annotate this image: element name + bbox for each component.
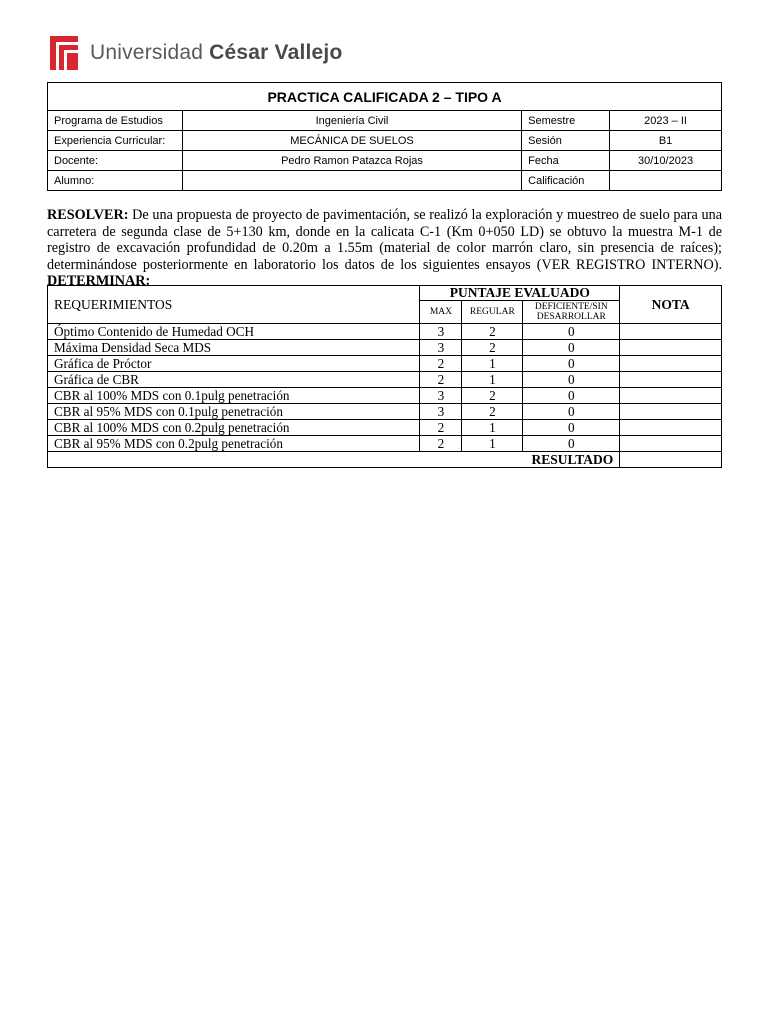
result-row bbox=[48, 452, 722, 468]
deficiente-score: 0 bbox=[523, 404, 620, 420]
header-row bbox=[48, 111, 722, 131]
regular-score: 2 bbox=[462, 340, 523, 356]
nota-cell[interactable] bbox=[620, 388, 722, 404]
nota-cell[interactable] bbox=[620, 404, 722, 420]
deficiente-score: 0 bbox=[523, 340, 620, 356]
nota-cell[interactable] bbox=[620, 324, 722, 340]
requirement-label: Gráfica de CBR bbox=[48, 372, 420, 388]
grade-field[interactable] bbox=[610, 171, 722, 191]
score-group-header: PUNTAJE EVALUADO bbox=[420, 286, 620, 301]
student-name-field[interactable] bbox=[182, 171, 521, 191]
header-value: 30/10/2023 bbox=[610, 151, 722, 171]
deficiente-score: 0 bbox=[523, 372, 620, 388]
header-label: Programa de Estudios bbox=[48, 111, 183, 131]
nota-cell[interactable] bbox=[620, 372, 722, 388]
result-value[interactable] bbox=[620, 452, 722, 468]
university-logo bbox=[50, 36, 343, 70]
deficiente-score: 0 bbox=[523, 324, 620, 340]
max-score: 3 bbox=[420, 404, 462, 420]
regular-header: REGULAR bbox=[462, 301, 523, 324]
header-label: Docente: bbox=[48, 151, 183, 171]
header-value: MECÁNICA DE SUELOS bbox=[182, 131, 521, 151]
exam-title: PRACTICA CALIFICADA 2 – TIPO A bbox=[48, 83, 722, 111]
max-header: MAX bbox=[420, 301, 462, 324]
header-label: Fecha bbox=[522, 151, 610, 171]
requirement-label: CBR al 95% MDS con 0.1pulg penetración bbox=[48, 404, 420, 420]
brand-bold: César Vallejo bbox=[209, 41, 343, 64]
deficiente-header: DEFICIENTE/SIN DESARROLLAR bbox=[523, 301, 620, 324]
header-label: Experiencia Curricular: bbox=[48, 131, 183, 151]
deficiente-score: 0 bbox=[523, 436, 620, 452]
table-row bbox=[48, 324, 722, 340]
requirement-label: Óptimo Contenido de Humedad OCH bbox=[48, 324, 420, 340]
requirements-header: REQUERIMIENTOS bbox=[48, 286, 420, 324]
exam-header-table bbox=[47, 82, 722, 191]
table-row bbox=[48, 372, 722, 388]
requirement-label: Gráfica de Próctor bbox=[48, 356, 420, 372]
header-label: Sesión bbox=[522, 131, 610, 151]
max-score: 3 bbox=[420, 340, 462, 356]
nota-cell[interactable] bbox=[620, 340, 722, 356]
instructions-paragraph bbox=[47, 207, 722, 290]
header-row bbox=[48, 131, 722, 151]
regular-score: 1 bbox=[462, 356, 523, 372]
table-row bbox=[48, 436, 722, 452]
max-score: 2 bbox=[420, 356, 462, 372]
grading-table bbox=[47, 285, 722, 468]
instructions-body: De una propuesta de proyecto de pavimentación, se realizó la exploración y muestreo de suelo para una carretera de segunda clase de 5+130 km, donde en la calicata C-1 (Km 0+050 LD) se obtuvo la muestra M-1 de registro de excavación profundidad de 0.20m a 1.55m (material de color marrón claro, sin presencia de raíces); determinándose posteriormente en laboratorio los datos de los siguientes ensayos (VER REGISTRO INTERNO). bbox=[47, 207, 722, 273]
table-row bbox=[48, 356, 722, 372]
max-score: 2 bbox=[420, 436, 462, 452]
nota-cell[interactable] bbox=[620, 436, 722, 452]
table-row bbox=[48, 388, 722, 404]
nota-cell[interactable] bbox=[620, 356, 722, 372]
brand-regular: Universidad bbox=[90, 41, 204, 64]
max-score: 3 bbox=[420, 324, 462, 340]
result-label: RESULTADO bbox=[48, 452, 620, 468]
deficiente-score: 0 bbox=[523, 420, 620, 436]
header-row bbox=[48, 151, 722, 171]
requirement-label: CBR al 100% MDS con 0.1pulg penetración bbox=[48, 388, 420, 404]
max-score: 2 bbox=[420, 420, 462, 436]
deficiente-score: 0 bbox=[523, 388, 620, 404]
requirement-label: Máxima Densidad Seca MDS bbox=[48, 340, 420, 356]
nota-cell[interactable] bbox=[620, 420, 722, 436]
header-value: Ingeniería Civil bbox=[182, 111, 521, 131]
max-score: 2 bbox=[420, 372, 462, 388]
table-row bbox=[48, 420, 722, 436]
deficiente-score: 0 bbox=[523, 356, 620, 372]
university-name bbox=[90, 41, 343, 65]
regular-score: 2 bbox=[462, 388, 523, 404]
ucv-shield-icon bbox=[50, 36, 78, 70]
header-value: Pedro Ramon Patazca Rojas bbox=[182, 151, 521, 171]
header-row bbox=[48, 171, 722, 191]
regular-score: 1 bbox=[462, 372, 523, 388]
table-row bbox=[48, 404, 722, 420]
header-label: Alumno: bbox=[48, 171, 183, 191]
regular-score: 1 bbox=[462, 436, 523, 452]
regular-score: 2 bbox=[462, 324, 523, 340]
determinar-label: DETERMINAR: bbox=[47, 273, 151, 289]
resolver-label: RESOLVER: bbox=[47, 207, 129, 223]
regular-score: 1 bbox=[462, 420, 523, 436]
max-score: 3 bbox=[420, 388, 462, 404]
regular-score: 2 bbox=[462, 404, 523, 420]
nota-header: NOTA bbox=[620, 286, 722, 324]
header-label: Semestre bbox=[522, 111, 610, 131]
header-value: B1 bbox=[610, 131, 722, 151]
requirement-label: CBR al 95% MDS con 0.2pulg penetración bbox=[48, 436, 420, 452]
table-row bbox=[48, 340, 722, 356]
requirement-label: CBR al 100% MDS con 0.2pulg penetración bbox=[48, 420, 420, 436]
header-value: 2023 – II bbox=[610, 111, 722, 131]
header-label: Calificación bbox=[522, 171, 610, 191]
